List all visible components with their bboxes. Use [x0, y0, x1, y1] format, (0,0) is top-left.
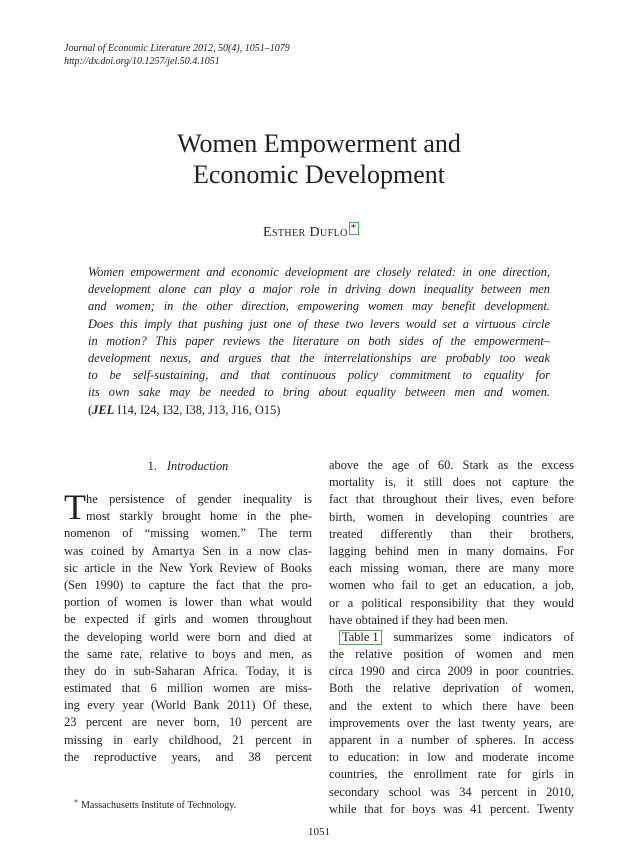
body-line: lagging behind men in many domains. For	[329, 543, 574, 558]
body-line: (Sen 1990) to capture the fact that the pro-	[64, 577, 312, 592]
body-line: they do in sub-Saharan Africa. Today, it is	[64, 663, 312, 678]
body-line: most starkly brought home in the phe-	[86, 509, 312, 524]
abstract-line: Women empowerment and economic development are closely related: in one direction,	[88, 265, 550, 279]
abstract-line: its own sake may be needed to bring about equality between men and women.	[88, 385, 550, 400]
body-line: circa 1990 and circa 2009 in poor countries.	[329, 664, 574, 679]
body-line: nomenon of “missing women.” The term	[64, 526, 312, 541]
body-line: was coined by Amartya Sen in a now clas-	[64, 543, 312, 558]
footnote	[74, 798, 236, 811]
abstract-line: development alone can play a major role in driving down inequality between men	[88, 282, 550, 297]
body-line: countries, the enrollment rate for girls in	[329, 767, 574, 782]
section-heading	[64, 459, 312, 474]
jel-codes: I14, I24, I32, I38, J13, J16, O15)	[114, 402, 281, 417]
abstract-line: in motion? This paper reviews the literature on both sides of the empowerment–	[88, 333, 550, 348]
body-line: while that for boys was 41 percent. Twenty	[329, 801, 574, 816]
body-line: fact that throughout their lives, even before	[329, 492, 574, 507]
table-1-link[interactable]: Table 1	[339, 630, 382, 645]
body-line	[329, 629, 574, 646]
abstract-line: Does this imply that pushing just one of these two levers would set a virtuous circle	[88, 316, 550, 331]
body-line: missing in early childhood, 21 percent in	[64, 732, 312, 747]
body-line: sic article in the New York Review of Books	[64, 560, 312, 575]
abstract-line: to be self-sustaining, and that continuous policy commitment to equality for	[88, 368, 550, 383]
abstract-line: and women; in the other direction, empowering women may benefit development.	[88, 299, 550, 314]
body-line: treated differently than their brothers,	[329, 526, 574, 541]
jel-codes-line	[88, 402, 550, 419]
body-line: have obtained if they had been men.	[329, 612, 509, 627]
body-line: the reproductive years, and 38 percent	[64, 749, 312, 764]
body-line: 23 percent are never born, 10 percent are	[64, 715, 312, 730]
jel-label: JEL	[92, 402, 115, 417]
body-line: and the extent to which there have been	[329, 698, 574, 713]
left-column	[64, 487, 312, 766]
section-title: Introduction	[166, 459, 229, 473]
jel-open-paren: (	[88, 402, 93, 417]
body-line: women who fail to get an education, a job,	[329, 578, 574, 593]
body-line: apparent in a number of spheres. In access	[329, 733, 574, 747]
body-line: birth, women in developing countries are	[329, 509, 574, 524]
body-line: mortality is, it still does not capture the	[329, 475, 574, 490]
author-footnote-link[interactable]: *	[350, 222, 357, 234]
paper-title	[0, 128, 638, 190]
drop-cap-paragraph-start	[64, 487, 312, 527]
body-line: above the age of 60. Stark as the excess	[329, 458, 574, 472]
body-line: he persistence of gender inequality is	[86, 492, 312, 506]
page-number: 1051	[308, 826, 330, 838]
abstract	[88, 264, 550, 419]
body-line: the developing world were born and died at	[64, 629, 312, 644]
footnote-text: Massachusetts Institute of Technology.	[81, 800, 237, 811]
body-line: the same rate, relative to boys and men, as	[64, 646, 312, 661]
abstract-line: development nexus, and argues that the interrelationships are probably too weak	[88, 350, 550, 365]
author-line	[263, 222, 359, 241]
body-line: improvements over the last twenty years, are	[329, 715, 574, 730]
body-line: be expected if girls and women throughout	[64, 612, 312, 627]
drop-cap: T	[64, 487, 86, 527]
author-name: Esther Duflo	[263, 225, 348, 240]
journal-citation: Journal of Economic Literature 2012, 50(4), 1051–1079	[64, 43, 290, 54]
right-column	[329, 457, 574, 818]
table-ref-line-text: summarizes some indicators of	[381, 629, 574, 644]
body-line: ing every year (World Bank 2011) Of these,	[64, 698, 312, 713]
body-line: portion of women is lower than what would	[64, 595, 312, 610]
body-line: each missing woman, there are many more	[329, 561, 574, 576]
doi-link[interactable]: http://dx.doi.org/10.1257/jel.50.4.1051	[64, 56, 220, 67]
title-line: Women Empowerment and	[177, 129, 461, 158]
body-line: Both the relative deprivation of women,	[329, 681, 574, 696]
body-line: estimated that 6 million women are miss-	[64, 681, 312, 696]
body-line: to education: in low and moderate income	[329, 750, 574, 765]
body-line: or a political responsibility that they would	[329, 595, 574, 610]
journal-header	[64, 42, 290, 68]
footnote-marker: *	[74, 798, 78, 807]
body-line: the relative position of women and men	[329, 647, 574, 662]
body-line: secondary school was 34 percent in 2010,	[329, 784, 574, 799]
title-line: Economic Development	[193, 160, 445, 189]
section-number: 1.	[147, 459, 157, 473]
